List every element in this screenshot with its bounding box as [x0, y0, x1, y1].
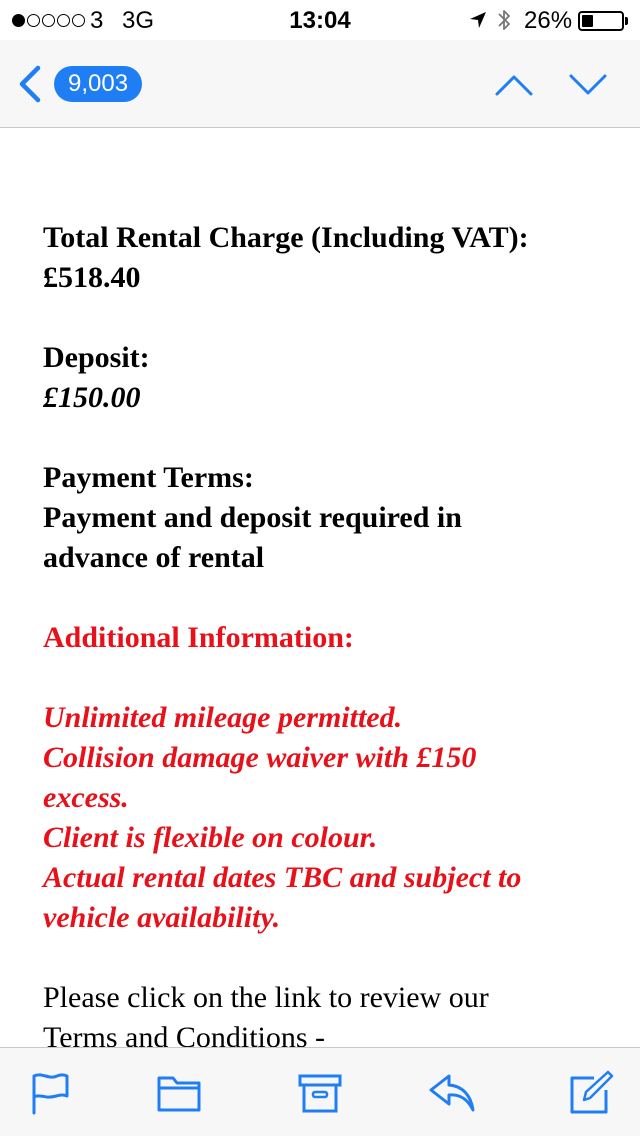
payment-terms-line-1: Payment and deposit required in [43, 501, 462, 534]
flag-icon[interactable] [27, 1070, 77, 1116]
bottom-toolbar [0, 1047, 640, 1136]
additional-line: vehicle availability. [43, 901, 281, 934]
back-count-button[interactable]: 9,003 [54, 66, 142, 102]
battery-icon [578, 11, 624, 31]
email-text [43, 218, 603, 1047]
location-arrow-icon [468, 10, 488, 30]
additional-line: Actual rental dates TBC and subject to [43, 861, 522, 894]
folder-icon[interactable] [155, 1070, 205, 1116]
chevron-left-icon[interactable] [14, 64, 44, 104]
chevron-up-icon[interactable] [494, 68, 534, 100]
carrier-name: 3 [90, 7, 104, 34]
payment-terms-section [43, 458, 603, 578]
deposit-section [43, 338, 603, 418]
additional-heading-section [43, 618, 603, 658]
archive-icon[interactable] [295, 1070, 345, 1116]
footer-line-1: Please click on the link to review our [43, 981, 489, 1014]
additional-info-list [43, 698, 603, 938]
total-value: £518.40 [43, 261, 141, 294]
additional-line: Client is flexible on colour. [43, 821, 378, 854]
deposit-value: £150.00 [43, 381, 141, 414]
bluetooth-icon [496, 7, 512, 33]
email-body[interactable] [0, 129, 640, 1047]
additional-line: Unlimited mileage permitted. [43, 701, 403, 734]
compose-icon[interactable] [566, 1070, 616, 1116]
footer-section [43, 978, 603, 1047]
network-type: 3G [122, 7, 155, 34]
total-section [43, 218, 603, 298]
additional-line: excess. [43, 781, 129, 814]
total-label: Total Rental Charge (Including VAT): [43, 221, 529, 254]
additional-info-heading: Additional Information: [43, 621, 354, 654]
navigation-bar [0, 40, 640, 128]
deposit-label: Deposit: [43, 341, 150, 374]
payment-terms-line-2: advance of rental [43, 541, 265, 574]
battery-percent: 26% [524, 7, 573, 34]
payment-terms-label: Payment Terms: [43, 461, 254, 494]
reply-icon[interactable] [427, 1070, 477, 1116]
status-bar [0, 0, 640, 40]
additional-line: Collision damage waiver with £150 [43, 741, 477, 774]
chevron-down-icon[interactable] [568, 68, 608, 100]
status-time: 13:04 [289, 7, 351, 34]
battery-tip [625, 17, 628, 25]
terms-link[interactable]: Terms and Conditions - [43, 1021, 326, 1047]
